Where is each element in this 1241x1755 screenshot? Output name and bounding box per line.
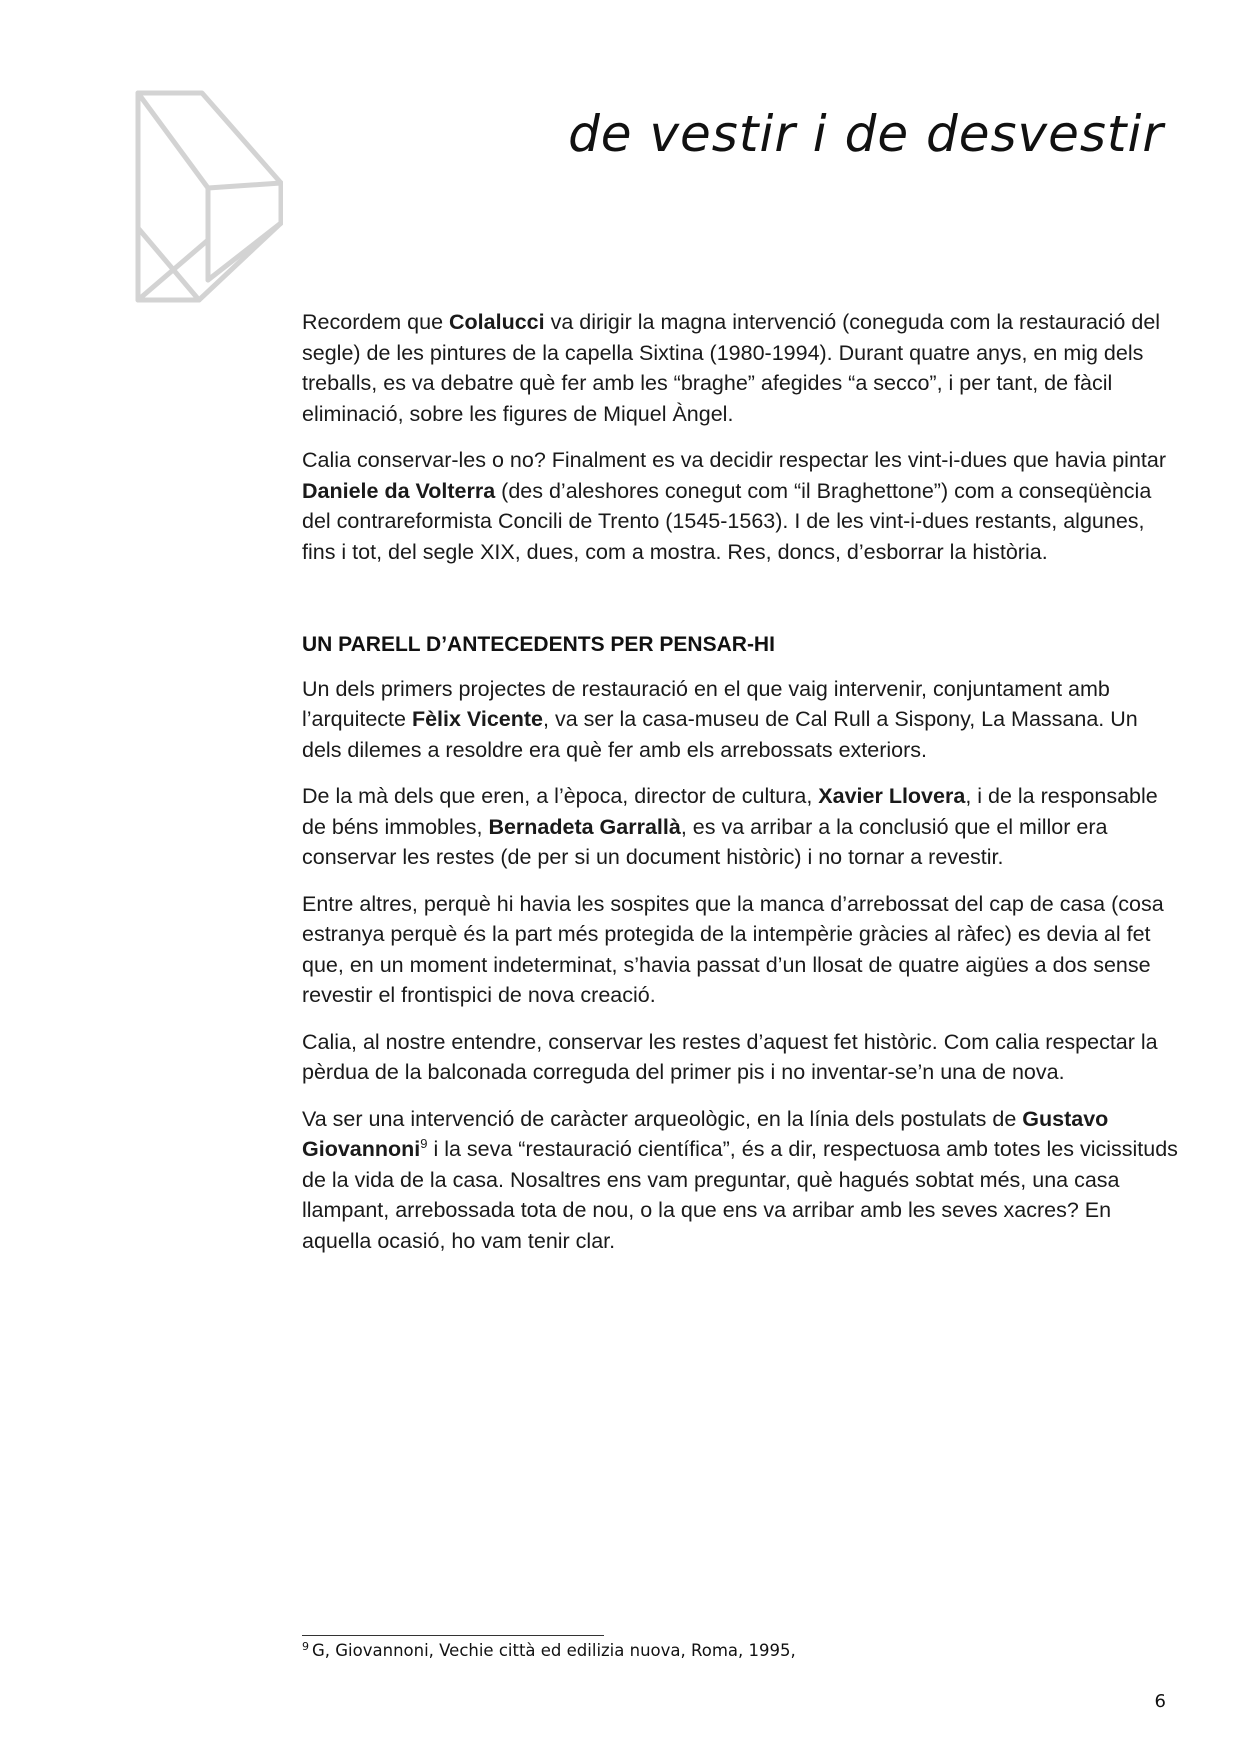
section-heading: UN PARELL D’ANTECEDENTS PER PENSAR-HI — [302, 633, 775, 656]
person-name: Bernadeta Garrallà — [488, 814, 681, 839]
article-body — [302, 307, 1182, 1272]
paragraph: Calia, al nostre entendre, conservar les restes d’aquest fet històric. Com calia respectar la pèrdua de la balconada correguda del primer pis i no inventar-se’n una de nova. — [302, 1029, 1158, 1084]
geometric-outline-logo-icon — [133, 88, 283, 303]
paragraph: Calia conservar-les o no? Finalment es va decidir respectar les vint-i-dues que havia pintar Daniele da Volterra (des d’aleshores conegut com “il Braghettone”) com a conseqüència del contrareformista Concili de Trento (1545-1563). I de les vint-i-dues restants, algunes, fins i tot, del segle XIX, dues, com a mostra. Res, doncs, d’esborrar la història. — [302, 448, 1166, 564]
person-name: Xavier Llovera — [818, 784, 966, 808]
footnote-text: G, Giovannoni, Vechie città ed edilizia nuova, Roma, 1995, — [312, 1641, 796, 1660]
person-name: Colalucci — [449, 310, 545, 334]
person-name: Gustavo Giovannoni — [302, 1106, 1109, 1161]
footnote-separator — [302, 1635, 604, 1636]
paragraph: De la mà dels que eren, a l’època, director de cultura, Xavier Llovera, i de la responsable de béns immobles, Bernadeta Garrallà, es va arribar a la conclusió que el millor era conservar les restes (de per si un document històric) i no tornar a revestir. — [302, 784, 1158, 869]
paragraph: Recordem que Colalucci va dirigir la magna intervenció (coneguda com la restauració del segle) de les pintures de la capella Sixtina (1980-1994). Durant quatre anys, en mig dels treballs, es va debatre què fer amb les “braghe” afegides “a secco”, i per tant, de fàcil eliminació, sobre les figures de Miquel Àngel. — [302, 310, 1161, 426]
paragraph: Va ser una intervenció de caràcter arqueològic, en la línia dels postulats de Gustavo Giovannoni$^9$ i la seva “restauració científica”, és a dir, respectuosa amb totes les vicissituds de la vida de la casa. Nosaltres ens vam preguntar, què hagués sobtat més, una casa llampant, arrebossada tota de nou, o la que ens va arribar amb les seves xacres? En aquella ocasió, ho vam tenir clar. — [302, 1106, 1178, 1253]
paragraph: Entre altres, perquè hi havia les sospites que la manca d’arrebossat del cap de casa (cosa estranya perquè és la part més protegida de la intempèrie gràcies al ràfec) es devia al fet que, en un moment indeterminat, s’havia passat d’un llosat de quatre aigües a dos sense revestir el frontispici de nova creació. — [302, 891, 1164, 1007]
person-name: Fèlix Vicente — [411, 707, 544, 731]
footnote-mark: 9 — [302, 1639, 309, 1653]
page-header-title: de vestir i de desvestir — [568, 105, 1164, 163]
person-name: Daniele da Volterra — [302, 478, 496, 503]
footnote-reference[interactable]: 9 — [420, 1135, 428, 1151]
footnote — [302, 1641, 796, 1660]
page-number: 6 — [1154, 1691, 1166, 1712]
paragraph: Un dels primers projectes de restauració en el que vaig intervenir, conjuntament amb l’arquitecte Fèlix Vicente, va ser la casa-museu de Cal Rull a Sispony, La Massana. Un dels dilemes a resoldre era què fer amb els arrebossats exteriors. — [302, 676, 1138, 762]
